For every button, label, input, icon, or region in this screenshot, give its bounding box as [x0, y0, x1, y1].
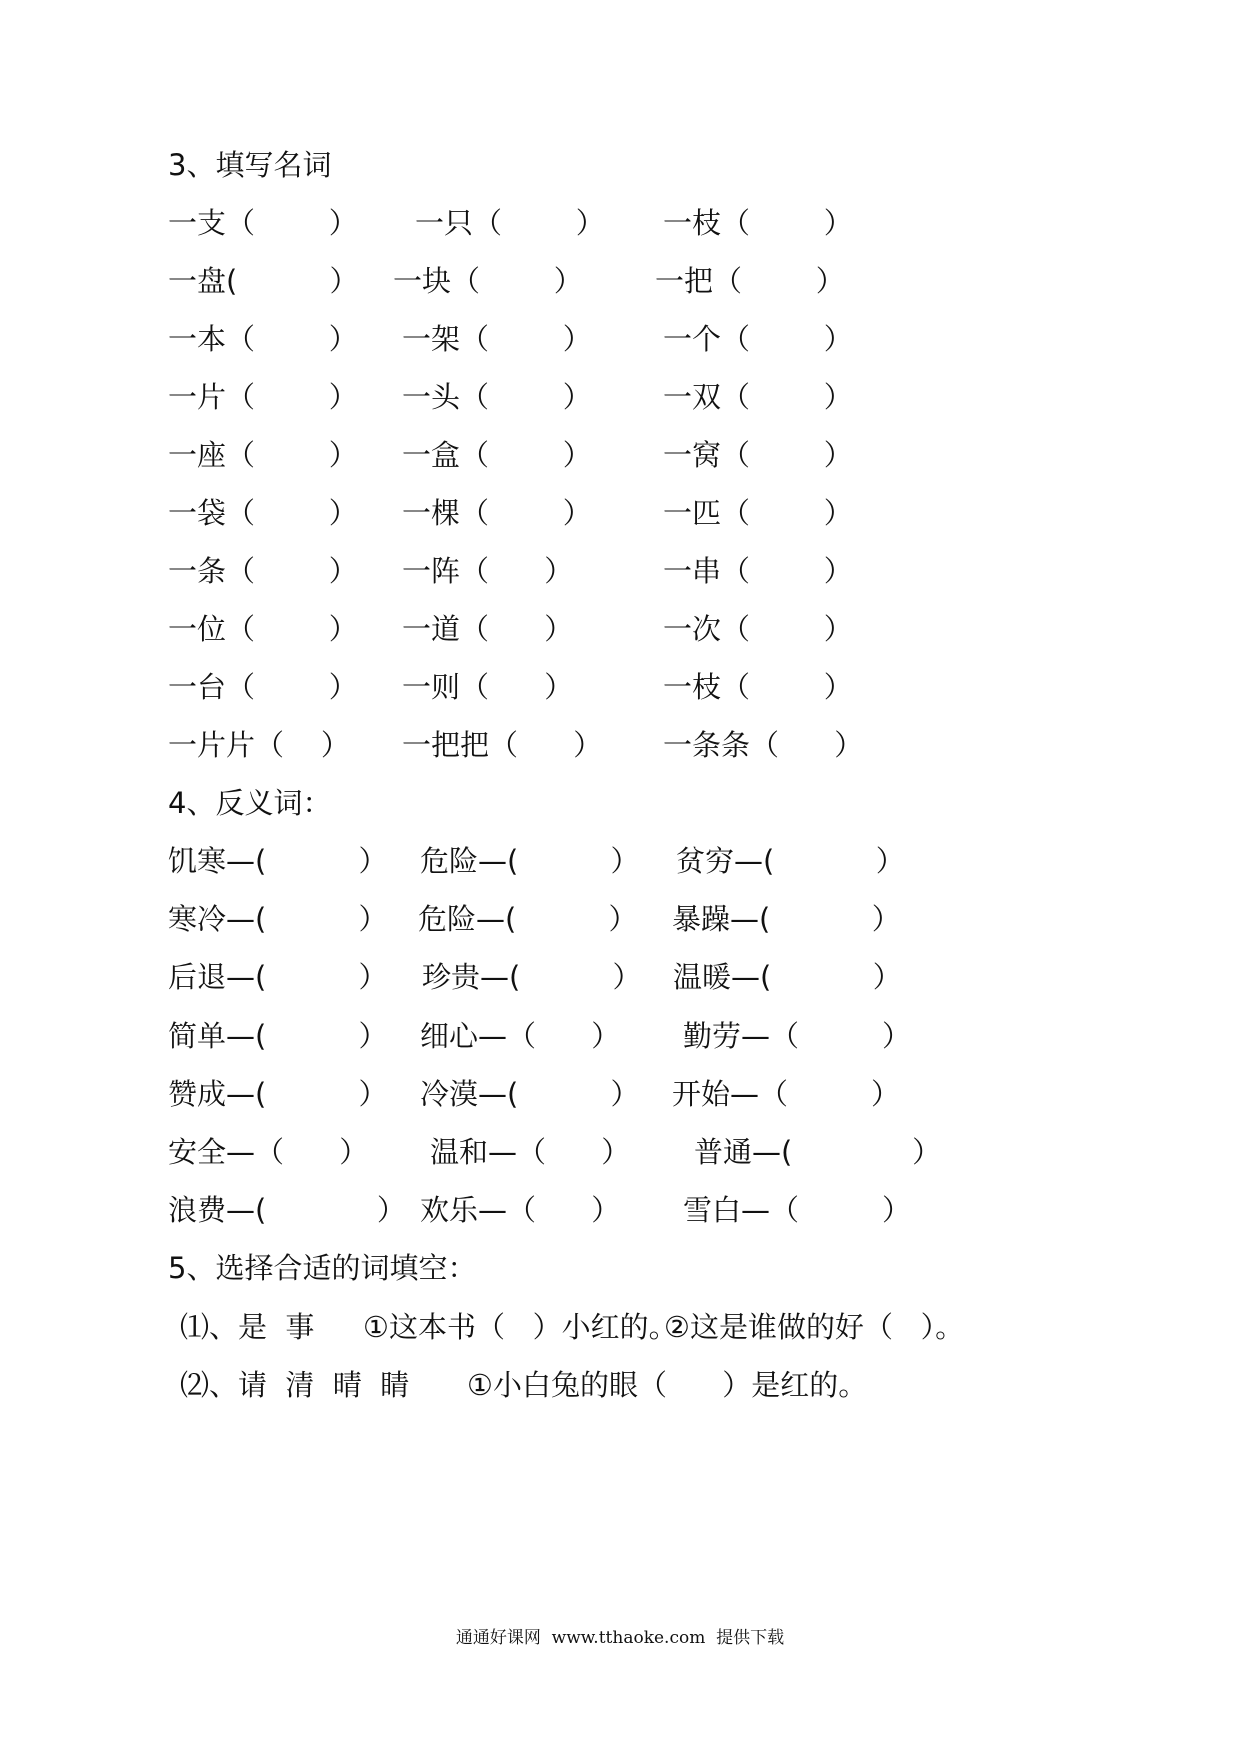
section-5-title: 5、选择合适的词填空： [168, 1251, 477, 1285]
fill-sentence: ①小白兔的眼（ ）是红的。 [467, 1368, 868, 1402]
antonym-blank: 暴躁—( ） [672, 902, 901, 936]
measure-word-blank: 一袋（ ） [168, 496, 358, 530]
antonym-blank: 危险—( ） [418, 902, 638, 936]
fill-sentence: ②这是谁做的好（ ）。 [664, 1310, 965, 1344]
word-choices: ⑴、是 事 [180, 1310, 315, 1344]
measure-word-blank: 一座（ ） [168, 438, 358, 472]
antonym-blank: 饥寒—( ） [168, 844, 388, 878]
section-4-title: 4、反义词： [168, 786, 332, 820]
measure-word-blank: 一盘( ） [168, 264, 359, 298]
antonym-blank: 贫穷—( ） [676, 844, 905, 878]
measure-word-blank: 一双（ ） [663, 380, 853, 414]
antonym-blank: 普通—( ） [694, 1135, 942, 1169]
measure-word-blank: 一则（ ） [402, 670, 574, 704]
antonym-blank: 浪费—( ） [168, 1193, 406, 1227]
antonym-blank: 欢乐—（ ） [420, 1193, 621, 1227]
measure-word-blank: 一盒（ ） [402, 438, 592, 472]
antonym-blank: 雪白—（ ） [683, 1193, 911, 1227]
measure-word-blank: 一架（ ） [402, 322, 592, 356]
footer-credit: 通通好课网 www.tthaoke.com 提供下载 [455, 1628, 785, 1648]
measure-word-blank: 一窝（ ） [663, 438, 853, 472]
measure-word-blank: 一道（ ） [402, 612, 574, 646]
antonym-blank: 温暖—( ） [673, 960, 902, 994]
measure-word-blank: 一位（ ） [168, 612, 358, 646]
antonym-blank: 温和—（ ） [430, 1135, 631, 1169]
antonym-blank: 开始—（ ） [672, 1077, 900, 1111]
measure-word-blank: 一头（ ） [402, 380, 592, 414]
measure-word-blank: 一阵（ ） [402, 554, 574, 588]
measure-word-blank: 一次（ ） [663, 612, 853, 646]
fill-sentence: ①这本书（ ）小红的。 [363, 1310, 678, 1344]
measure-word-blank: 一条（ ） [168, 554, 358, 588]
measure-word-blank: 一枝（ ） [663, 670, 853, 704]
measure-word-blank: 一片（ ） [168, 380, 358, 414]
word-choices: ⑵、请 清 晴 睛 [180, 1368, 410, 1402]
measure-word-blank: 一匹（ ） [663, 496, 853, 530]
measure-word-blank: 一支（ ） [168, 206, 358, 240]
antonym-blank: 勤劳—（ ） [683, 1019, 911, 1053]
measure-word-blank: 一把把（ ） [402, 728, 603, 762]
antonym-blank: 安全—（ ） [168, 1135, 369, 1169]
measure-word-blank: 一棵（ ） [402, 496, 592, 530]
measure-word-blank: 一只（ ） [415, 206, 605, 240]
antonym-blank: 冷漠—( ） [420, 1077, 640, 1111]
antonym-blank: 危险—( ） [420, 844, 640, 878]
measure-word-blank: 一片片（ ） [168, 728, 350, 762]
measure-word-blank: 一串（ ） [663, 554, 853, 588]
measure-word-blank: 一台（ ） [168, 670, 358, 704]
antonym-blank: 后退—( ） [168, 960, 388, 994]
section-3-title: 3、填写名词 [168, 148, 332, 182]
measure-word-blank: 一枝（ ） [663, 206, 853, 240]
antonym-blank: 赞成—( ） [168, 1077, 388, 1111]
measure-word-blank: 一块（ ） [393, 264, 583, 298]
antonym-blank: 寒冷—( ） [168, 902, 388, 936]
measure-word-blank: 一把（ ） [655, 264, 845, 298]
measure-word-blank: 一个（ ） [663, 322, 853, 356]
antonym-blank: 细心—（ ） [420, 1019, 621, 1053]
antonym-blank: 珍贵—( ） [422, 960, 642, 994]
measure-word-blank: 一本（ ） [168, 322, 358, 356]
measure-word-blank: 一条条（ ） [663, 728, 864, 762]
antonym-blank: 简单—( ） [168, 1019, 388, 1053]
